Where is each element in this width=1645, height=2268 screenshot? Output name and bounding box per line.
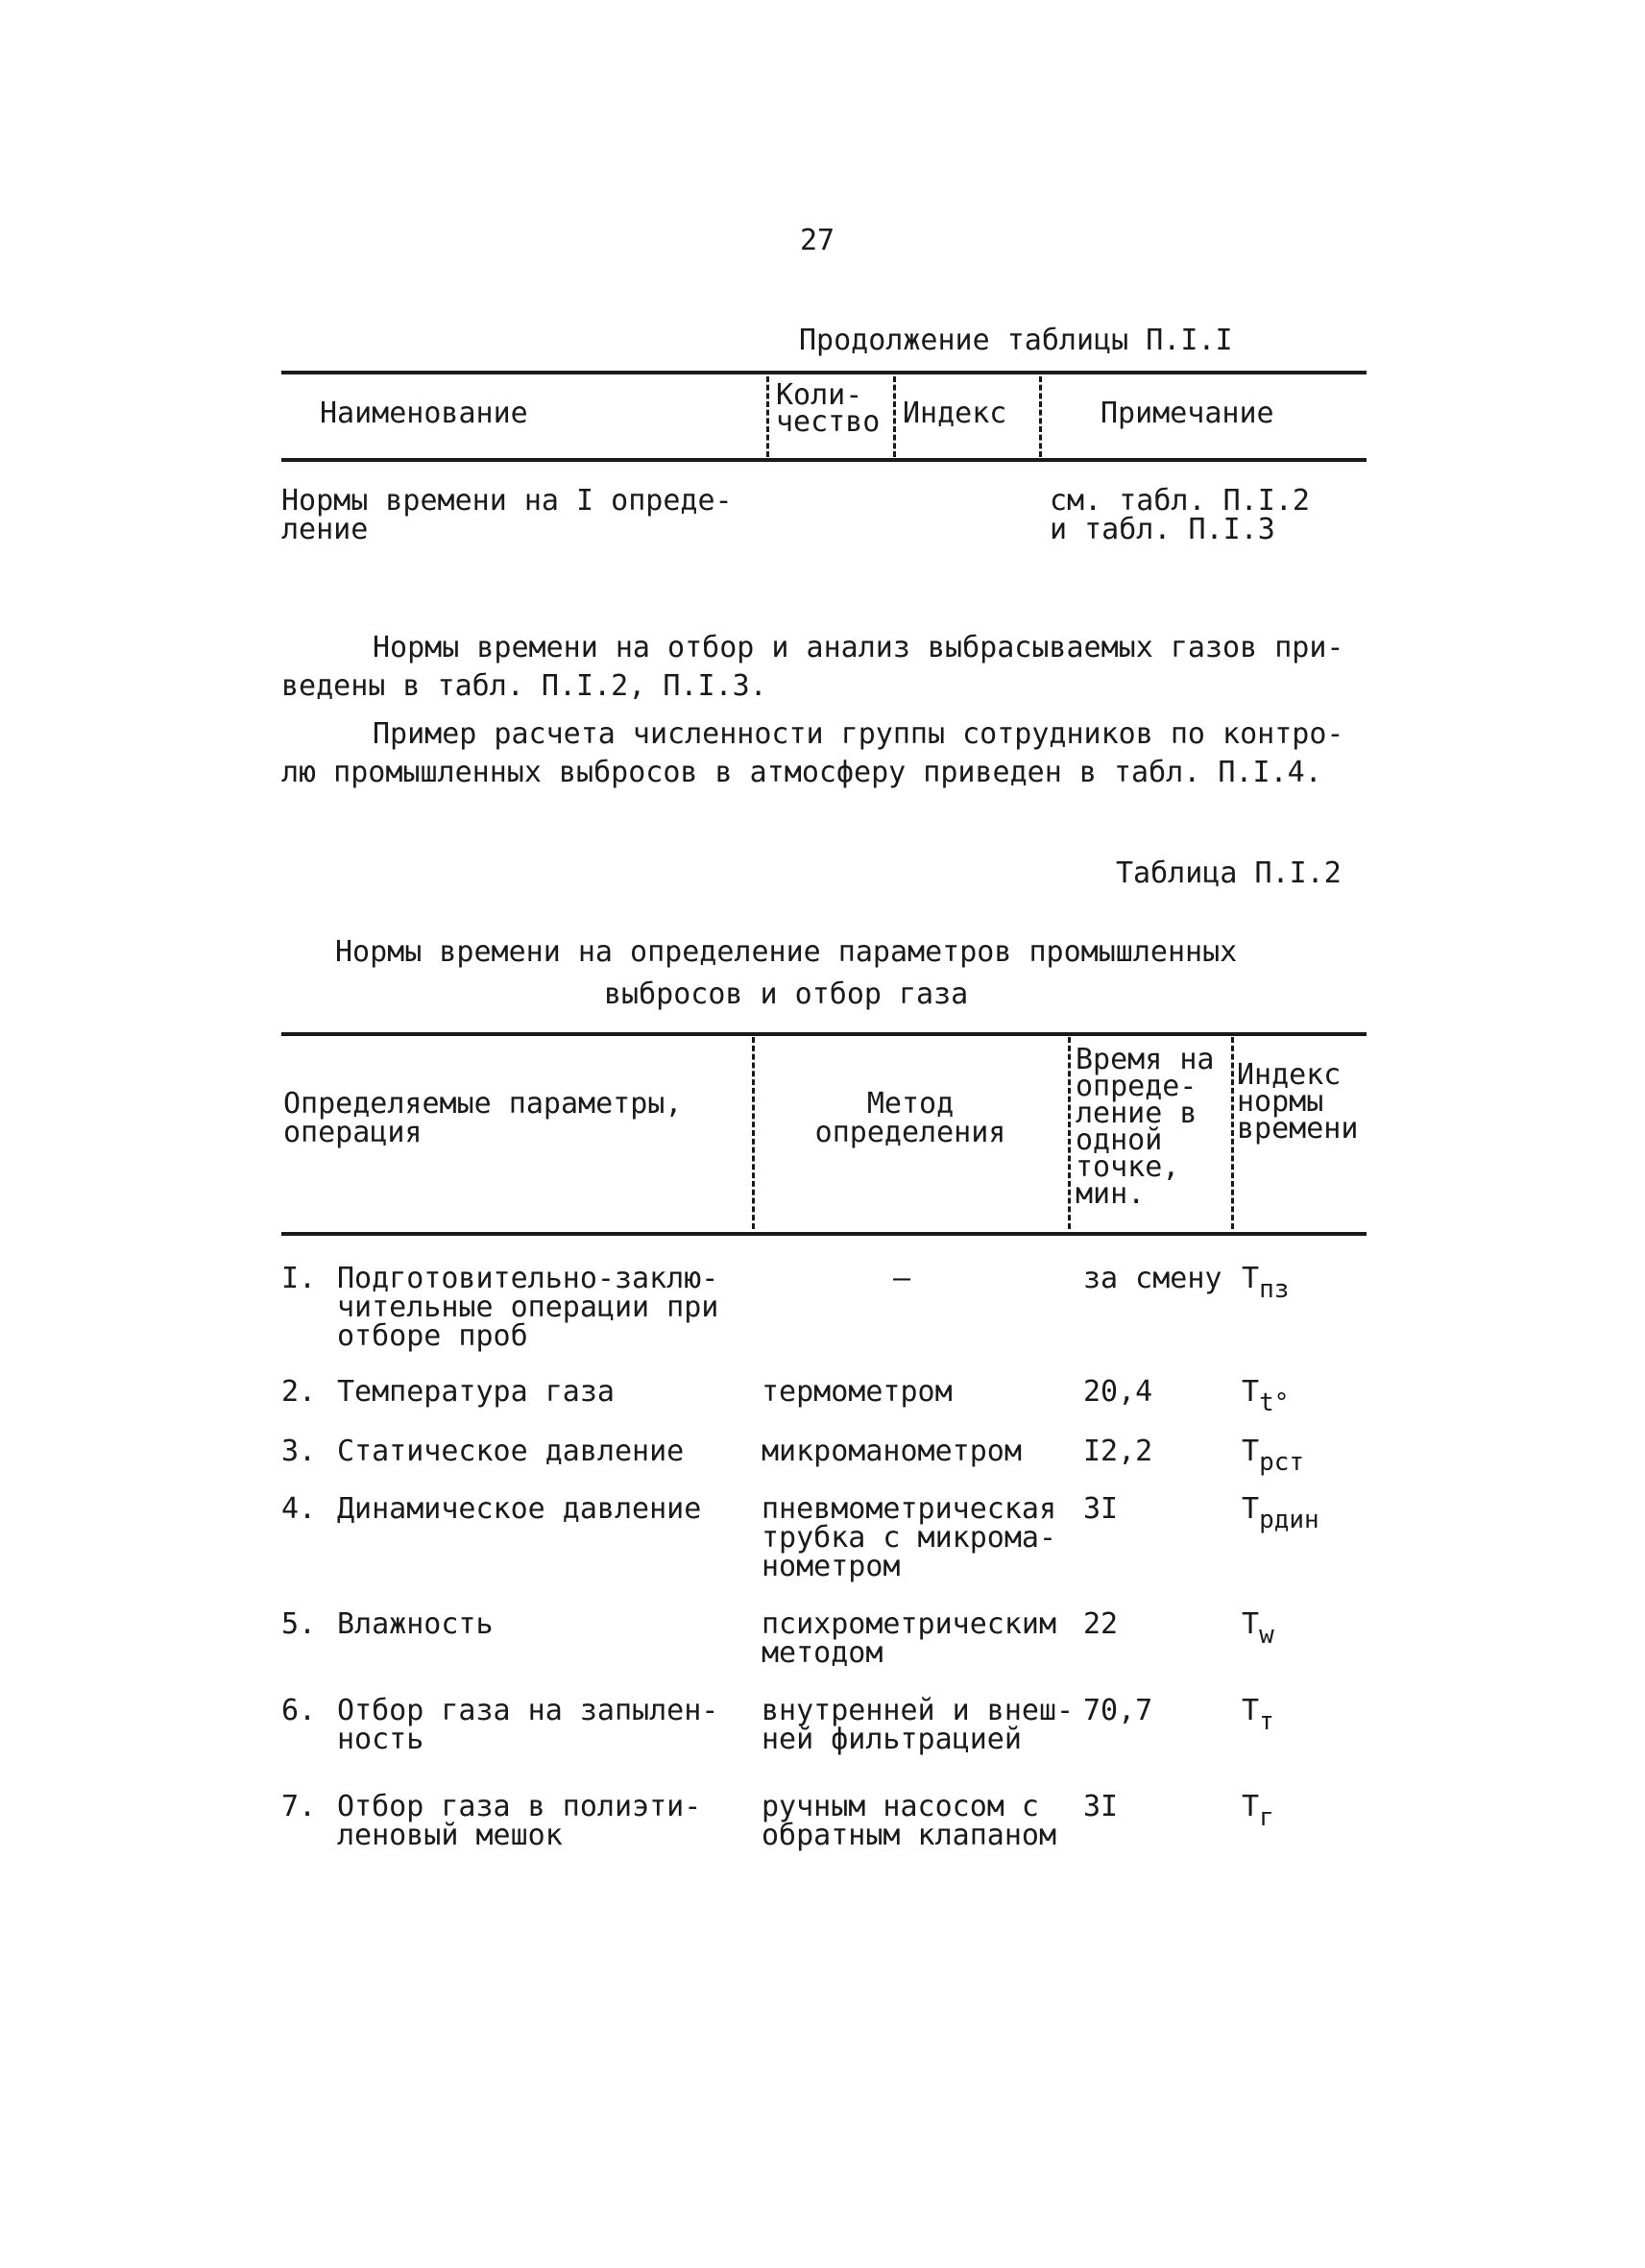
row-number: 7. bbox=[281, 1790, 317, 1823]
row-param: Статическое давление bbox=[337, 1435, 685, 1468]
row-index-base: Т bbox=[1242, 1607, 1260, 1641]
table1-caption: Продолжение таблицы П.I.I bbox=[799, 324, 1233, 357]
table2-row bbox=[281, 1492, 702, 1526]
table2-header-param: Определяемые параметры, операция bbox=[283, 1087, 683, 1149]
row-index-sub: w bbox=[1259, 1621, 1274, 1650]
row-number: 5. bbox=[281, 1607, 317, 1641]
row-index-base: Т bbox=[1242, 1375, 1260, 1409]
row-time: 3I bbox=[1083, 1790, 1119, 1823]
table1-row-note: см. табл. П.I.2 и табл. П.I.3 bbox=[1050, 484, 1310, 546]
row-param: Динамическое давление bbox=[337, 1492, 702, 1526]
table2-row bbox=[281, 1262, 719, 1353]
row-param: Отбор газа в полиэти- леновый мешок bbox=[337, 1790, 702, 1852]
row-param: Температура газа bbox=[337, 1375, 615, 1409]
table2-top-rule bbox=[281, 1032, 1367, 1036]
row-index-sub: t° bbox=[1259, 1388, 1290, 1417]
row-param: Влажность bbox=[337, 1607, 494, 1641]
paragraph-2 bbox=[281, 715, 1343, 792]
row-index-base: Т bbox=[1242, 1694, 1260, 1727]
table1-row-name: Нормы времени на I опреде- ление bbox=[281, 484, 733, 546]
table1-header-note: Примечание bbox=[1101, 397, 1274, 430]
page-number: 27 bbox=[800, 224, 835, 257]
row-time: за смену bbox=[1083, 1262, 1222, 1295]
row-time: 3I bbox=[1083, 1492, 1119, 1526]
row-index bbox=[1242, 1790, 1274, 1832]
row-method: – bbox=[893, 1262, 911, 1295]
row-param: Подготовительно-заклю- чительные операции при отборе проб bbox=[337, 1262, 719, 1353]
row-index bbox=[1242, 1607, 1274, 1650]
row-number: 4. bbox=[281, 1492, 317, 1526]
table1-header-name: Наименование bbox=[320, 397, 528, 430]
row-index-sub: рдин bbox=[1259, 1506, 1319, 1534]
row-method: микроманометром bbox=[762, 1435, 1022, 1468]
row-index-sub: г bbox=[1259, 1803, 1274, 1832]
table1-divider-3 bbox=[1039, 376, 1042, 457]
row-time: 20,4 bbox=[1083, 1375, 1153, 1409]
table2-row bbox=[281, 1790, 702, 1852]
row-index-base: Т bbox=[1242, 1492, 1260, 1526]
row-method: внутренней и внеш- ней фильтрацией bbox=[762, 1694, 1075, 1756]
row-index-sub: рст bbox=[1259, 1448, 1305, 1477]
row-index bbox=[1242, 1492, 1319, 1534]
table2-header-rule bbox=[281, 1232, 1367, 1236]
table2-divider-3 bbox=[1231, 1037, 1234, 1229]
row-method: термометром bbox=[762, 1375, 953, 1409]
table2-row bbox=[281, 1375, 615, 1409]
row-time: I2,2 bbox=[1083, 1435, 1153, 1468]
row-index-base: Т bbox=[1242, 1435, 1260, 1468]
row-index-sub: т bbox=[1259, 1707, 1274, 1736]
row-index bbox=[1242, 1437, 1304, 1477]
table1-header-quantity: Коли- чество bbox=[776, 378, 881, 439]
table2-row bbox=[281, 1437, 684, 1466]
row-method: ручным насосом с обратным клапаном bbox=[762, 1790, 1057, 1852]
table2-row bbox=[281, 1694, 719, 1756]
row-time: 22 bbox=[1083, 1607, 1119, 1641]
table1-divider-1 bbox=[766, 376, 769, 457]
row-number: 6. bbox=[281, 1694, 317, 1727]
paragraph-1-text: Нормы времени на отбор и анализ выбрасываемых газов при- ведены в табл. П.I.2, П.I.3. bbox=[281, 631, 1344, 703]
table2-header-index: Индекс нормы времени bbox=[1237, 1058, 1359, 1146]
table1-divider-2 bbox=[893, 376, 896, 457]
row-index bbox=[1242, 1262, 1290, 1304]
row-index-base: Т bbox=[1242, 1790, 1260, 1823]
row-number: 2. bbox=[281, 1375, 317, 1409]
paragraph-1 bbox=[281, 629, 1343, 706]
paragraph-2-text: Пример расчета численности группы сотрудников по контро- лю промышленных выбросов в атмосферу приведен в табл. П.I.4. bbox=[281, 717, 1344, 789]
row-method: психрометрическим методом bbox=[762, 1607, 1057, 1670]
row-number: 3. bbox=[281, 1435, 317, 1468]
table2-row bbox=[281, 1607, 494, 1641]
table2-title: Нормы времени на определение параметров промышленных выбросов и отбор газа bbox=[335, 935, 1238, 1011]
table1-header-rule bbox=[281, 458, 1367, 462]
row-number: I. bbox=[281, 1262, 317, 1295]
row-param: Отбор газа на запылен- ность bbox=[337, 1694, 719, 1756]
table1-header-index: Индекс bbox=[903, 397, 1007, 430]
table2-divider-2 bbox=[1068, 1037, 1071, 1229]
row-index-sub: пз bbox=[1259, 1275, 1290, 1304]
row-index bbox=[1242, 1375, 1290, 1417]
row-index-base: Т bbox=[1242, 1262, 1260, 1295]
table2-label: Таблица П.I.2 bbox=[1116, 857, 1342, 890]
table2-divider-1 bbox=[752, 1037, 755, 1229]
table1-top-rule bbox=[281, 371, 1367, 374]
table2-header-time: Время на опреде- ление в одной точке, мин. bbox=[1076, 1043, 1215, 1211]
table2-header-method: Метод определения bbox=[814, 1087, 1006, 1149]
row-method: пневмометрическая трубка с микрома- нометром bbox=[762, 1492, 1057, 1583]
row-index bbox=[1242, 1694, 1274, 1736]
row-time: 70,7 bbox=[1083, 1694, 1153, 1727]
